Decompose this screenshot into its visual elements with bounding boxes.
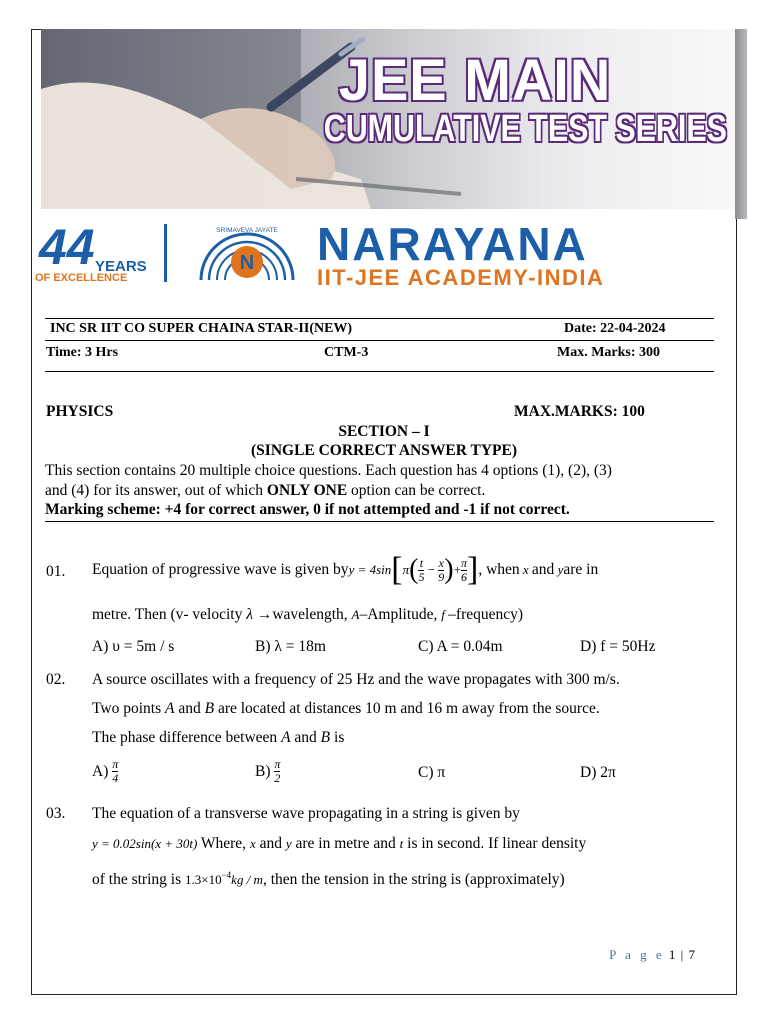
q1-text: Equation of progressive wave is given by: [92, 561, 349, 578]
q1-frequency: –frequency): [448, 606, 524, 623]
q3-equation: y = 0.02sin(x + 30t): [92, 836, 198, 851]
q1-var-A: A: [351, 607, 360, 622]
q1-frac-t5: $\frac{t}{5}$: [418, 555, 425, 584]
section-intro-line1: This section contains 20 multiple choice questions. Each question has 4 options (1), (2), (3): [45, 462, 612, 479]
q1-line2-text: metre. Then (v- velocity: [92, 606, 247, 623]
years-word: YEARS: [95, 258, 147, 275]
q2-var-B: B: [320, 729, 331, 746]
question-number: 02.: [46, 671, 66, 688]
q2-option-d[interactable]: D) 2π: [580, 764, 616, 781]
q3-where: Where,: [197, 835, 250, 852]
section-intro-line2: [45, 482, 485, 500]
banner-title-line2: CUMULATIVE TEST SERIES: [323, 108, 727, 150]
subject-title: PHYSICS: [46, 403, 114, 420]
question-2-line1: A source oscillates with a frequency of 25 Hz and the wave propagates with 300 m/s.: [92, 671, 620, 688]
q3-density-exponent: −4: [221, 870, 232, 880]
q2-is: is: [330, 729, 345, 746]
q2-var-B: B: [204, 700, 215, 717]
q1-bracket-close: ]: [466, 551, 479, 588]
q1-wavelength: →wavelength,: [256, 606, 352, 623]
logo-divider: [164, 224, 167, 282]
q1-option-b[interactable]: B) λ = 18m: [255, 638, 326, 655]
divider-mid: [45, 340, 714, 341]
marking-scheme: Marking scheme: +4 for correct answer, 0 if not attempted and -1 if not correct.: [45, 501, 570, 518]
question-number: 01.: [46, 563, 66, 580]
q1-bracket-open: [: [391, 551, 403, 588]
q1-when: , when: [478, 561, 520, 578]
exam-date: Date: 22-04-2024: [564, 321, 666, 336]
q2-text-end: are located at distances 10 m and 16 m away from the source.: [214, 700, 600, 717]
q2-and: and: [174, 700, 205, 717]
q2-frac-pi2: $\frac{\pi}{2}$: [274, 757, 281, 785]
banner-title-line1: JEE MAIN: [338, 46, 612, 113]
q1-option-c[interactable]: C) A = 0.04m: [418, 638, 503, 655]
q3-var-t: t: [399, 836, 404, 851]
q3-and: and: [255, 835, 286, 852]
page-number: 7: [688, 947, 696, 962]
q1-var-y: y: [554, 562, 564, 577]
page-footer: [609, 947, 696, 963]
intro-text-end: option can be correct.: [347, 482, 486, 499]
logo-row: [35, 218, 735, 290]
q2-and: and: [290, 729, 321, 746]
q1-var-x: x: [519, 562, 532, 577]
q2-text: The phase difference between: [92, 729, 282, 746]
page-label: P a g e: [609, 947, 665, 962]
q1-paren-close: ): [444, 554, 454, 585]
page-separator: 1 |: [664, 947, 689, 962]
q1-frac-pi6: $\frac{\pi}{6}$: [460, 555, 467, 584]
q1-are-in: are in: [563, 561, 599, 578]
emblem-text: SRIMAVEVA JAYATE: [216, 227, 278, 234]
brand-subtitle: IIT-JEE ACADEMY-INDIA: [317, 265, 605, 290]
q1-pi: π: [402, 562, 410, 577]
q1-equation: y = 4sin: [348, 562, 392, 577]
q3-metre: are in metre and: [291, 835, 400, 852]
banner-shadow: [735, 29, 747, 219]
exam-max-marks: Max. Marks: 300: [557, 345, 661, 360]
question-3-line2: [92, 835, 586, 853]
divider-top: [45, 318, 714, 319]
q1-lambda: λ: [246, 606, 257, 623]
q2-text: Two points: [92, 700, 165, 717]
q2-option-c[interactable]: C) π: [418, 764, 446, 781]
q1-and: and: [531, 561, 555, 578]
question-3-line1: The equation of a transverse wave propagating in a string is given by: [92, 805, 520, 822]
years-of-excellence-logo: [35, 219, 153, 284]
question-number: 03.: [46, 805, 66, 822]
narayana-emblem-icon: [195, 224, 299, 282]
q3-density-value: 1.3×10: [185, 872, 222, 888]
section-type: (SINGLE CORRECT ANSWER TYPE): [251, 442, 517, 459]
q2-var-A: A: [164, 700, 175, 717]
q1-var-f: f: [441, 607, 449, 622]
exam-code: CTM-3: [324, 345, 369, 360]
q3-text: of the string is: [92, 871, 185, 889]
batch-name: INC SR IIT CO SUPER CHAINA STAR-II(NEW): [50, 321, 353, 336]
q1-option-d[interactable]: D) f = 50Hz: [580, 638, 656, 655]
question-1-line2: [92, 606, 523, 624]
question-1-line1: [92, 548, 598, 592]
q2-option-b-label: B): [255, 762, 271, 780]
subject-max-marks: MAX.MARKS: 100: [514, 403, 645, 420]
q2-option-a[interactable]: [92, 758, 118, 785]
section-title: SECTION – I: [338, 423, 430, 440]
excellence-text: OF EXCELLENCE: [35, 272, 128, 284]
years-number: 44: [39, 219, 95, 275]
exam-time: Time: 3 Hrs: [46, 345, 119, 360]
q2-option-a-label: A): [92, 762, 109, 780]
question-3-line3: [92, 870, 565, 889]
q3-var-x: x: [249, 836, 256, 851]
q3-var-y: y: [285, 836, 292, 851]
q2-option-b[interactable]: [255, 758, 280, 785]
q1-amplitude: –Amplitude,: [359, 606, 442, 623]
intro-emphasis: ONLY ONE: [266, 482, 348, 499]
brand-logo: [317, 218, 605, 290]
q2-var-A: A: [281, 729, 291, 746]
q1-frac-x9: $\frac{x}{9}$: [438, 555, 445, 584]
q1-plus: +: [453, 562, 461, 577]
q3-second: is in second. If linear density: [403, 835, 587, 852]
divider-section: [45, 521, 714, 522]
q3-density-unit: kg / m: [231, 872, 263, 888]
banner-title: [223, 46, 727, 150]
intro-text: and (4) for its answer, out of which: [45, 482, 267, 499]
q1-minus: −: [424, 562, 439, 577]
brand-name: NARAYANA: [317, 218, 588, 270]
divider-info-bottom: [45, 371, 714, 372]
q3-text-end: , then the tension in the string is (approximately): [262, 871, 565, 889]
q2-frac-pi4: $\frac{\pi}{4}$: [112, 757, 119, 785]
emblem-letter: N: [239, 252, 255, 274]
q1-paren-open: (: [409, 554, 419, 585]
question-2-line3: [92, 729, 344, 747]
question-2-line2: [92, 700, 600, 718]
q1-option-a[interactable]: A) υ = 5m / s: [92, 638, 175, 655]
header-banner: [41, 29, 735, 209]
